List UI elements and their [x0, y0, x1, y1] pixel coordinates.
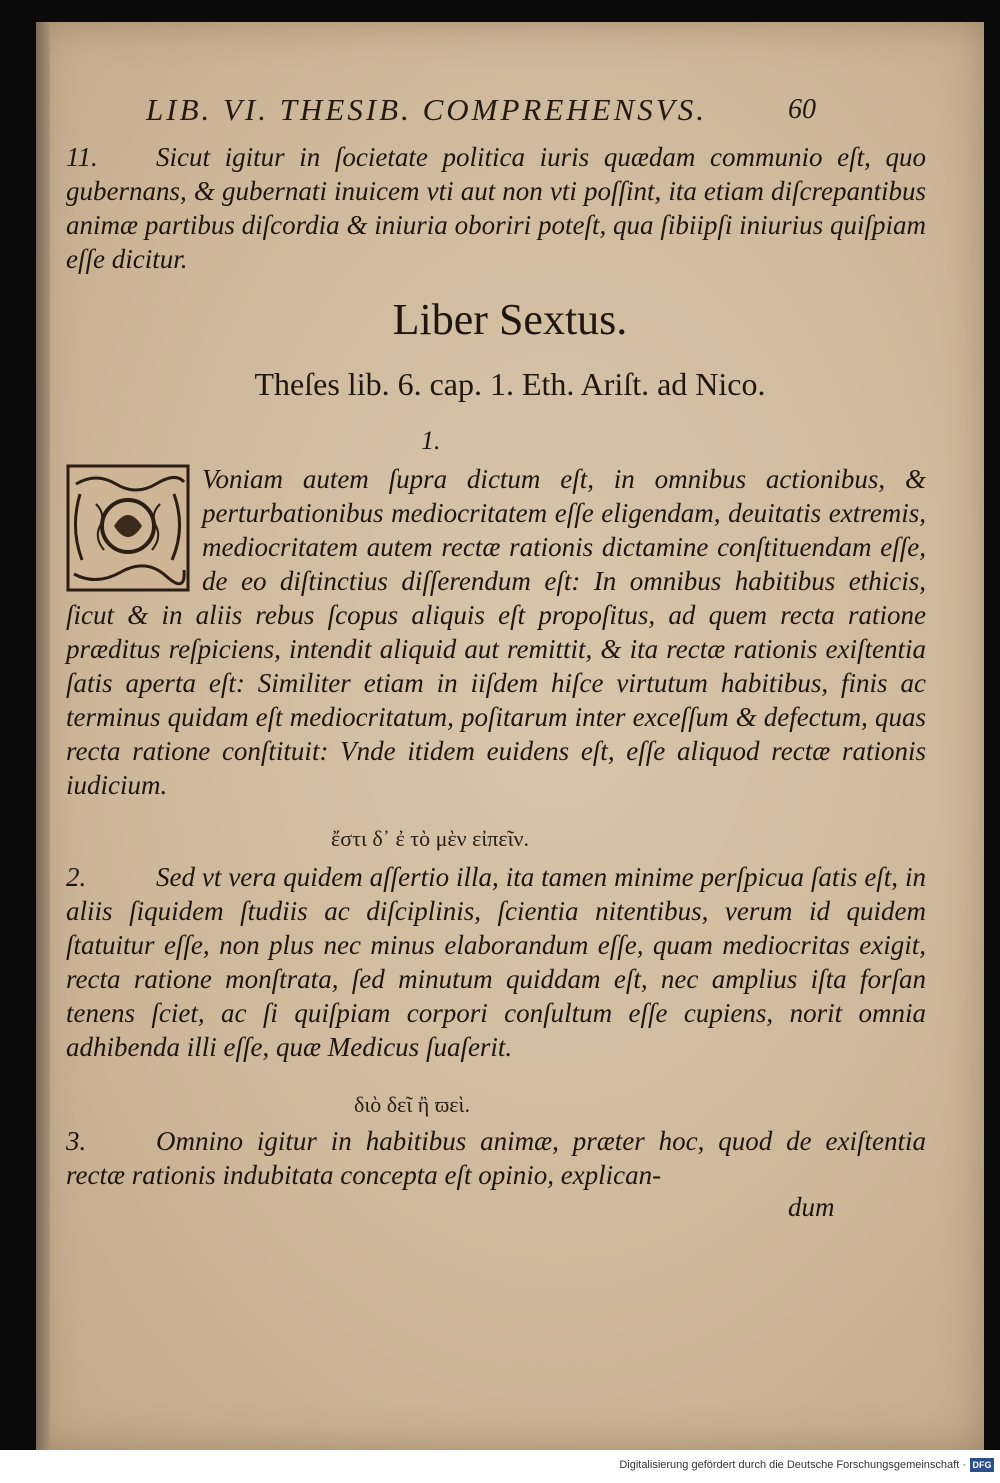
footer-bar [0, 1450, 1000, 1483]
page-number: 60 [788, 94, 816, 125]
thesis-3-text: Omnino igitur in habitibus animæ, præter hoc, quod de exiſtentia rectæ rationis indubitata concepta eſt opinio, explican- [66, 1126, 926, 1190]
paragraph-number: 11. [66, 142, 98, 172]
greek-marginal-1: ἔστι δ᾽ ἐ τὸ μὲν εἰπεῖν. [331, 826, 529, 851]
chapter-heading: Theſes lib. 6. cap. 1. Eth. Ariſt. ad Nico. [254, 366, 766, 402]
running-head-title: LIB. VI. THESIB. COMPREHENSVS. [146, 92, 707, 127]
dfg-logo-icon: DFG [970, 1458, 994, 1472]
thesis-2 [66, 860, 926, 1064]
paragraph-text: Sicut igitur in ſocietate politica iuris quædam communio eſt, quo gubernans, & gubernati inuicem vti aut non vti poſſint, ita etiam diſcrepantibus animæ partibus diſcordia & iniuria oboriri poteſt, qua ſibiipſi iniurius quiſpiam eſſe dicitur. [66, 142, 926, 274]
funding-note: Digitalisierung gefördert durch die Deutsche Forschungsgemeinschaft · [619, 1459, 966, 1471]
page-binding-edge [36, 22, 50, 1450]
catchword: dum [788, 1192, 835, 1222]
greek-marginal-2: διὸ δεῖ ἢ ϖεὶ. [354, 1092, 470, 1117]
thesis-1 [66, 462, 926, 802]
thesis-number: 1. [421, 426, 441, 455]
thesis-number: 2. [66, 862, 87, 892]
paragraph-11 [66, 140, 926, 276]
decorated-initial-q [66, 464, 190, 592]
thesis-number: 3. [66, 1126, 87, 1156]
ornamental-initial-icon [66, 464, 190, 592]
thesis-3 [66, 1124, 926, 1192]
thesis-2-text: Sed vt vera quidem aſſertio illa, ita tamen minime perſpicua ſatis eſt, in aliis ſiquidem ſtudiis ac diſciplinis, ſcientia nitentibus, verum id quidem ſtatuitur eſſe, non plus nec minus elaborandum eſſe, quam mediocritas exigit, recta ratione monſtrata, ſed minutum quiddam eſt, nec amplius iſta forſan tenens ſciet, ac ſi quiſpiam corpori conſultum eſſe cupiens, norit omnia adhibenda illi eſſe, quæ Medicus ſuaſerit. [66, 862, 926, 1062]
book-page [36, 22, 984, 1450]
book-title: Liber Sextus. [392, 295, 628, 344]
thesis-1-text: Voniam autem ſupra dictum eſt, in omnibus actionibus, & perturbationibus mediocritatem eſſe eligendam, deuitatis extremis, mediocritatem autem rectæ rationis dictamine conſtituendam eſſe, de eo diſtinctius diſſerendum eſt: In omnibus habitibus ethicis, ſicut & in aliis rebus ſcopus aliquis eſt propoſitus, ad quem recta ratione præditus reſpiciens, intendit aliquid aut remittit, & ita rectæ rationis exiſtentia ſatis aperta eſt: Similiter etiam in iiſdem hiſce virtutum habitibus, finis ac terminus quidam eſt mediocritatum, poſitarum inter exceſſum & defectum, quas recta ratione conſtituit: Vnde itidem euidens eſt, eſſe aliquod rectæ rationis iudicium. [66, 464, 926, 800]
